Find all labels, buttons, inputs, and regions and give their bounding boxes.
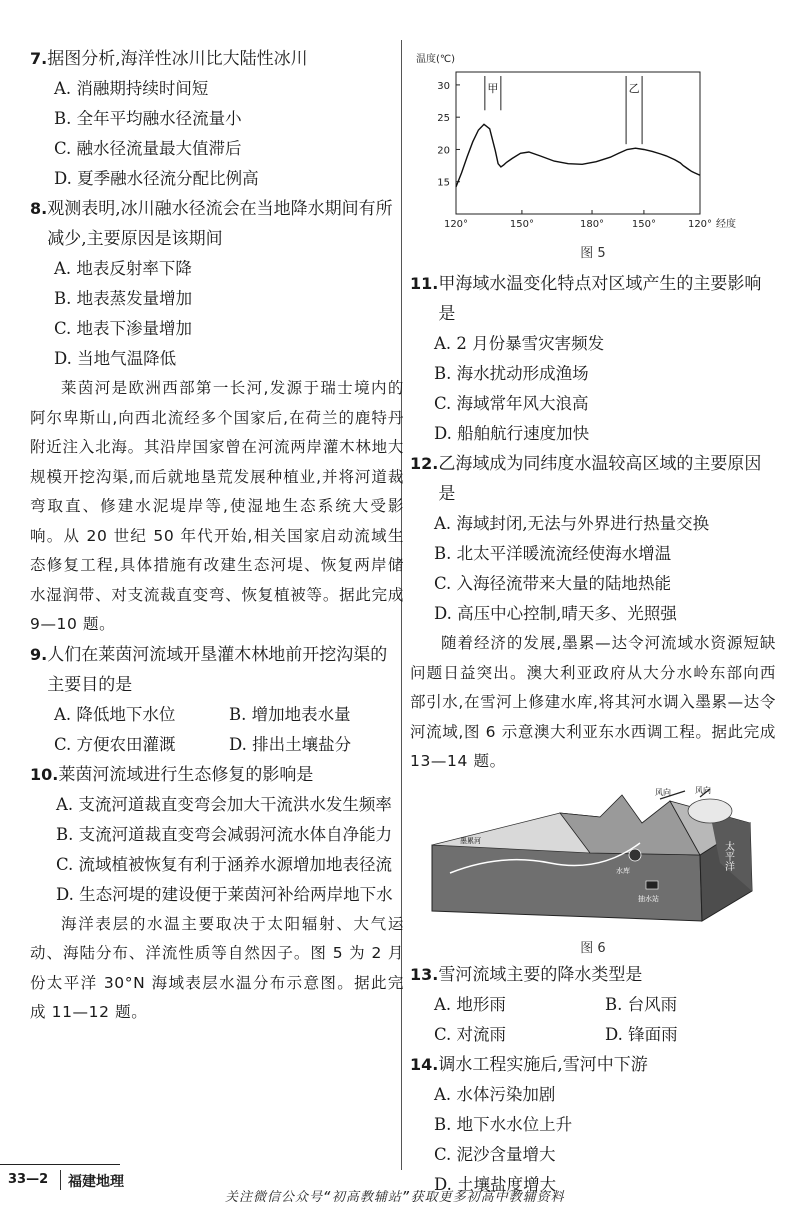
question-stem: 调水工程实施后,雪河中下游 xyxy=(438,1054,648,1075)
question-stem: 据图分析,海洋性冰川比大陆性冰川 xyxy=(47,49,308,69)
question-number: 9. xyxy=(30,644,48,664)
page-number: 33—2 xyxy=(8,1172,49,1187)
question-7 xyxy=(30,44,404,194)
option-a: A. 消融期持续时间短 xyxy=(54,79,209,98)
y-axis-label: 温度(℃) xyxy=(416,54,456,65)
figure-5-caption: 图 5 xyxy=(580,246,606,261)
x-tick-label: 150° xyxy=(509,219,534,230)
x-tick-label: 120° xyxy=(443,219,469,230)
question-11 xyxy=(410,269,776,449)
question-12 xyxy=(410,449,776,629)
option-b: B. 增加地表水量 xyxy=(229,704,351,724)
y-tick-label: 25 xyxy=(437,113,450,125)
terrain-block-front xyxy=(432,845,702,921)
question-number: 13. xyxy=(410,964,439,984)
temperature-line xyxy=(456,124,700,187)
question-stem: 甲海域水温变化特点对区域产生的主要影响是 xyxy=(438,274,762,324)
footer-separator xyxy=(60,1170,61,1190)
option-d: D. 船舶航行速度加快 xyxy=(434,424,590,443)
subject-label: 福建地理 xyxy=(68,1174,124,1190)
option-b: B. 全年平均融水径流量小 xyxy=(54,109,242,128)
option-d: D. 排出土壤盐分 xyxy=(229,734,352,754)
jia-label: 甲 xyxy=(487,82,499,95)
reservoir-icon xyxy=(629,849,641,861)
option-c: C. 泥沙含量增大 xyxy=(434,1144,556,1164)
question-number: 14. xyxy=(410,1054,439,1074)
option-a: A. 海域封闭,无法与外界进行热量交换 xyxy=(434,514,710,533)
question-stem: 雪河流域主要的降水类型是 xyxy=(438,964,643,985)
option-c: C. 入海径流带来大量的陆地热能 xyxy=(434,574,672,593)
option-a: A. 地表反射率下降 xyxy=(54,259,192,278)
option-d: D. 生态河堤的建设便于莱茵河补给两岸地下水 xyxy=(56,884,393,904)
figure-6-block-diagram xyxy=(410,783,776,933)
x-tick-label: 120° xyxy=(687,219,713,230)
reading-passage-murray-darling: 随着经济的发展,墨累—达令河流域水资源短缺问题日益突出。澳大利亚政府从大分水岭东部向西部引水,在雪河上修建水库,将其河水调入墨累—达令河流域,图 6 示意澳大利亚东水西调工程。据此完成 13—14 题。 xyxy=(410,634,776,770)
option-b: B. 地表蒸发量增加 xyxy=(54,289,193,308)
question-stem: 人们在莱茵河流域开垦灌木林地前开挖沟渠的主要目的是 xyxy=(47,644,388,695)
option-d: D. 夏季融水径流分配比例高 xyxy=(54,169,259,188)
option-b: B. 海水扰动形成渔场 xyxy=(434,364,589,383)
question-stem: 观测表明,冰川融水径流会在当地降水期间有所减少,主要原因是该期间 xyxy=(47,199,393,249)
reservoir-label: 水库 xyxy=(616,866,630,875)
pacific-ocean-label: 太平洋 xyxy=(722,840,734,871)
question-14 xyxy=(410,1050,776,1200)
murray-river-label: 墨累河 xyxy=(460,836,481,845)
options-grid xyxy=(410,990,776,1050)
footer-note: 关注微信公众号“初高教辅站”获取更多初高中教辅资料 xyxy=(225,1190,565,1205)
question-stem: 乙海域成为同纬度水温较高区域的主要原因是 xyxy=(438,454,762,504)
question-8 xyxy=(30,194,404,374)
question-9 xyxy=(30,640,404,760)
option-b: B. 地下水水位上升 xyxy=(434,1114,573,1134)
y-tick-label: 15 xyxy=(437,177,450,189)
reading-passage-sea-temperature: 海洋表层的水温主要取决于太阳辐射、大气运动、海陆分布、洋流性质等自然因子。图 5 为 2 月份太平洋 30°N 海域表层水温分布示意图。据此完成 11—12 题。 xyxy=(30,914,404,1021)
question-number: 11. xyxy=(410,274,439,293)
left-column xyxy=(30,44,404,1028)
question-number: 7. xyxy=(30,49,48,68)
wind-label: 风向 xyxy=(695,785,711,795)
option-c: C. 地表下渗量增加 xyxy=(54,319,193,338)
yi-label: 乙 xyxy=(628,82,640,95)
option-a: A. 降低地下水位 xyxy=(54,704,176,724)
option-a: A. 地形雨 xyxy=(434,994,506,1014)
x-tick-label: 150° xyxy=(631,219,656,230)
x-axis-label: 经度 xyxy=(716,219,736,230)
option-b: B. 支流河道裁直变弯会减弱河流水体自净能力 xyxy=(56,824,393,844)
option-d: D. 当地气温降低 xyxy=(54,349,177,368)
figure-5-chart xyxy=(410,48,776,238)
option-c: C. 对流雨 xyxy=(434,1024,507,1044)
y-tick-label: 20 xyxy=(437,145,450,157)
pumping-station-icon xyxy=(646,881,658,889)
wind-label: 风向 xyxy=(655,787,671,797)
option-c: C. 融水径流量最大值滞后 xyxy=(54,139,242,158)
option-d: D. 锋面雨 xyxy=(605,1024,678,1044)
options-grid xyxy=(30,700,404,760)
right-column xyxy=(410,48,776,1200)
option-d: D. 高压中心控制,晴天多、光照强 xyxy=(434,604,677,623)
option-c: C. 方便农田灌溉 xyxy=(54,734,176,754)
figure-5 xyxy=(410,48,776,261)
option-a: A. 水体污染加剧 xyxy=(434,1084,556,1104)
question-10 xyxy=(30,760,404,910)
option-b: B. 台风雨 xyxy=(605,994,678,1014)
question-number: 12. xyxy=(410,454,439,473)
option-c: C. 海域常年风大浪高 xyxy=(434,394,589,413)
option-b: B. 北太平洋暖流流经使海水增温 xyxy=(434,544,672,563)
pumping-station-label: 抽水站 xyxy=(638,894,659,903)
option-a: A. 2 月份暴雪灾害频发 xyxy=(434,334,605,353)
cloud xyxy=(688,799,732,823)
option-c: C. 流域植被恢复有利于涵养水源增加地表径流 xyxy=(56,854,393,874)
y-tick-label: 30 xyxy=(437,80,450,92)
figure-6-caption: 图 6 xyxy=(580,940,606,956)
option-d: D. 土壤盐度增大 xyxy=(434,1174,557,1194)
question-stem: 莱茵河流域进行生态修复的影响是 xyxy=(58,764,314,785)
question-number: 8. xyxy=(30,199,48,218)
question-number: 10. xyxy=(30,764,59,784)
reading-passage-rhine: 莱茵河是欧洲西部第一长河,发源于瑞士境内的阿尔卑斯山,向西北流经多个国家后,在荷兰的鹿特丹附近注入北海。其沿岸国家曾在河流两岸灌木林地大规模开挖沟渠,而后就地垦荒发展种植业,并将河道裁弯取直、修建水泥堤岸等,使湿地生态系统大受影响。从 20 世纪 50 年代开始,相关国家启动流域生态修复工程,具体措施有改建生态河堤、恢复两岸储水湿润带、对支流裁直变弯、恢复植被等。据此完成 9—10 题。 xyxy=(30,379,404,633)
figure-6 xyxy=(410,783,776,956)
x-tick-label: 180° xyxy=(579,219,605,230)
question-13 xyxy=(410,960,776,1050)
option-a: A. 支流河道裁直变弯会加大干流洪水发生频率 xyxy=(56,794,392,814)
footer-rule xyxy=(0,1164,120,1165)
